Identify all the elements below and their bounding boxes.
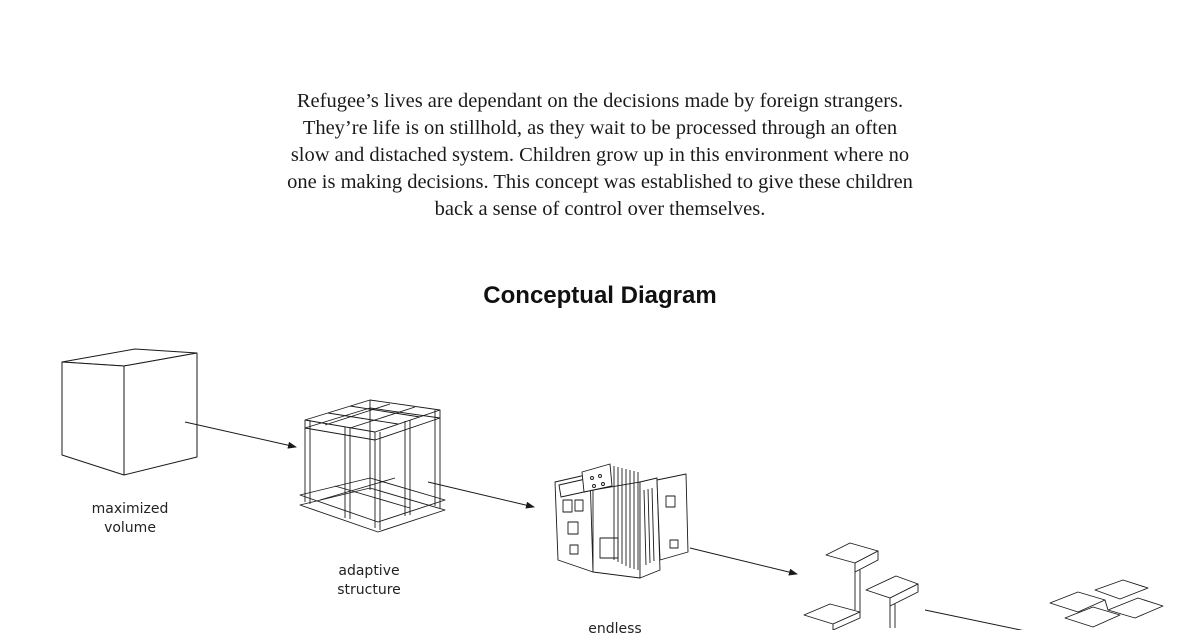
stage-label-line: structure [337,582,401,598]
arrow-connector [925,610,1030,630]
intro-line: slow and distached system. Children grow up in this environment where no [290,144,910,166]
arrow-connector [428,482,534,507]
arrow-connector [690,548,797,574]
cube-volume-figure [62,349,197,475]
folding-panels-figure [1050,580,1163,627]
stage-label-line: adaptive [338,563,400,579]
stage-label-line: maximized [91,501,169,517]
stepped-platforms-figure [804,543,918,630]
intro-line: one is making decisions. This concept was established to give these children [287,171,913,193]
panel-house-figure [555,464,688,578]
stage-label-line: volume [104,520,156,536]
arrow-connector [185,422,296,447]
intro-line: back a sense of control over themselves. [434,198,766,220]
intro-line: Refugee’s lives are dependant on the decisions made by foreign strangers. [296,90,904,112]
diagram-title: Conceptual Diagram [483,282,717,309]
stage-label-volume [60,500,200,538]
intro-line: They’re life is on stillhold, as they wait to be processed through an often [302,117,898,139]
frame-structure-figure [300,400,445,532]
stage-label-structure [299,562,439,600]
stage-label-line: endless [588,621,642,637]
